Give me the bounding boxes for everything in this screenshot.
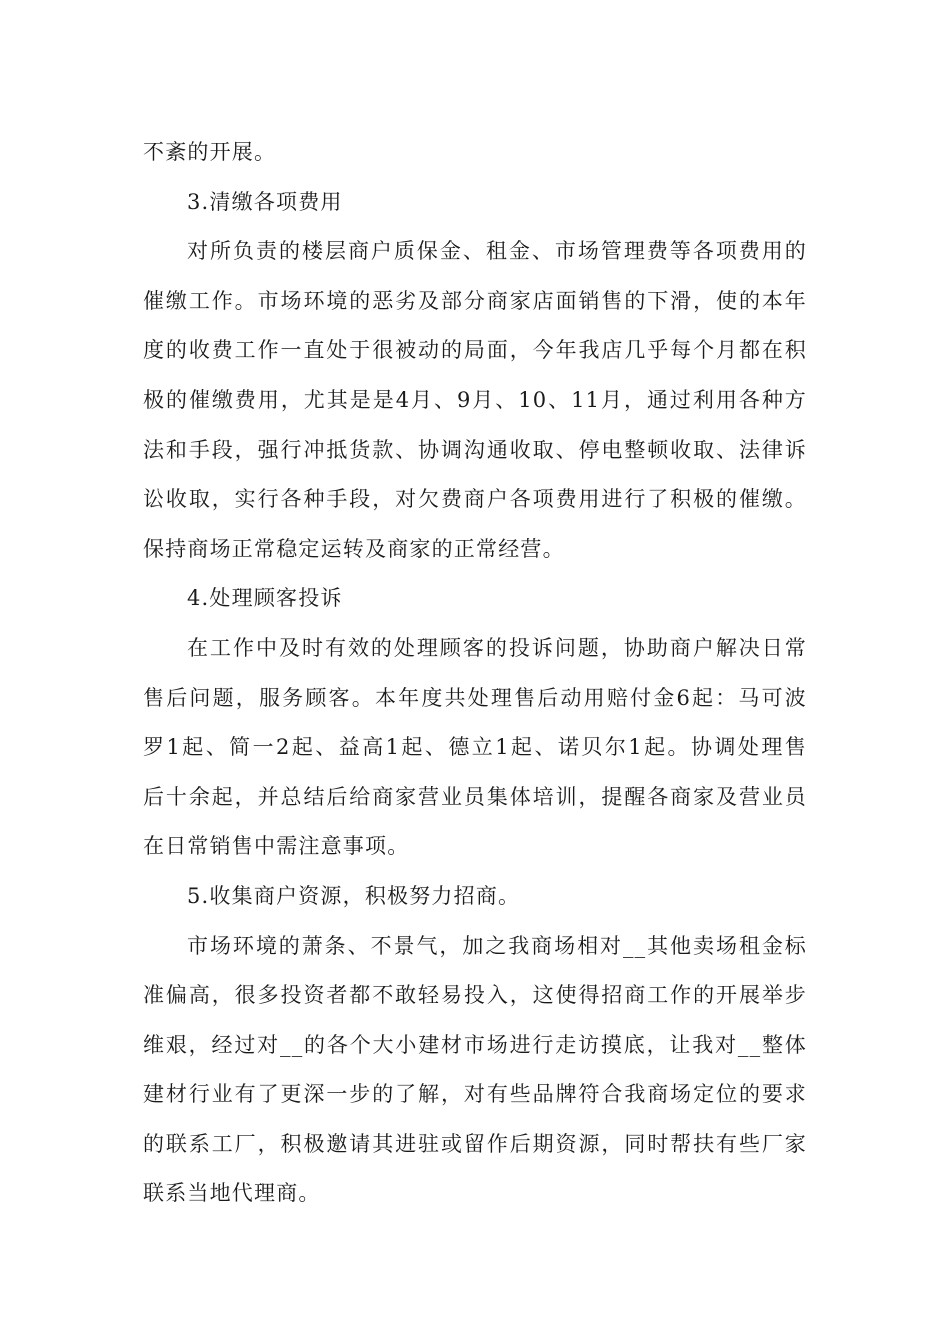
- paragraph-line: 度的收费工作一直处于很被动的局面，今年我店几乎每个月都在积: [143, 338, 807, 363]
- section-heading-complaints: 4.处理顾客投诉: [187, 586, 343, 611]
- document-page: [143, 128, 807, 1219]
- section-heading-merchants: 5.收集商户资源，积极努力招商。: [187, 883, 521, 908]
- paragraph-line: 法和手段，强行冲抵货款、协调沟通收取、停电整顿收取、法律诉: [143, 437, 807, 462]
- paragraph-line: 罗1起、简一2起、益高1起、德立1起、诺贝尔1起。协调处理售: [143, 735, 807, 760]
- paragraph-line: 建材行业有了更深一步的了解，对有些品牌符合我商场定位的要求: [143, 1082, 807, 1107]
- paragraph-line: 催缴工作。市场环境的恶劣及部分商家店面销售的下滑，使的本年: [143, 288, 807, 313]
- paragraph-line: 讼收取，实行各种手段，对欠费商户各项费用进行了积极的催缴。: [143, 487, 807, 512]
- paragraph-line: 售后问题，服务顾客。本年度共处理售后动用赔付金6起：马可波: [143, 685, 807, 710]
- paragraph-line: 后十余起，并总结后给商家营业员集体培训，提醒各商家及营业员: [143, 784, 807, 809]
- paragraph-line: 极的催缴费用，尤其是是4月、9月、10、11月，通过利用各种方: [143, 387, 807, 412]
- paragraph-line: 对所负责的楼层商户质保金、租金、市场管理费等各项费用的: [187, 239, 807, 264]
- paragraph-line: 联系当地代理商。: [143, 1181, 321, 1206]
- paragraph-line: 维艰，经过对__的各个大小建材市场进行走访摸底，让我对__整体: [143, 1032, 807, 1057]
- section-heading-fees: 3.清缴各项费用: [187, 189, 343, 214]
- paragraph-line: 不紊的开展。: [143, 140, 277, 164]
- paragraph-line: 准偏高，很多投资者都不敢轻易投入，这使得招商工作的开展举步: [143, 983, 807, 1008]
- paragraph-line: 保持商场正常稳定运转及商家的正常经营。: [143, 536, 565, 561]
- paragraph-line: 在工作中及时有效的处理顾客的投诉问题，协助商户解决日常: [187, 635, 807, 660]
- paragraph-line: 的联系工厂，积极邀请其进驻或留作后期资源，同时帮扶有些厂家: [143, 1131, 807, 1156]
- paragraph-line: 市场环境的萧条、不景气，加之我商场相对__其他卖场租金标: [187, 933, 807, 958]
- paragraph-line: 在日常销售中需注意事项。: [143, 834, 410, 859]
